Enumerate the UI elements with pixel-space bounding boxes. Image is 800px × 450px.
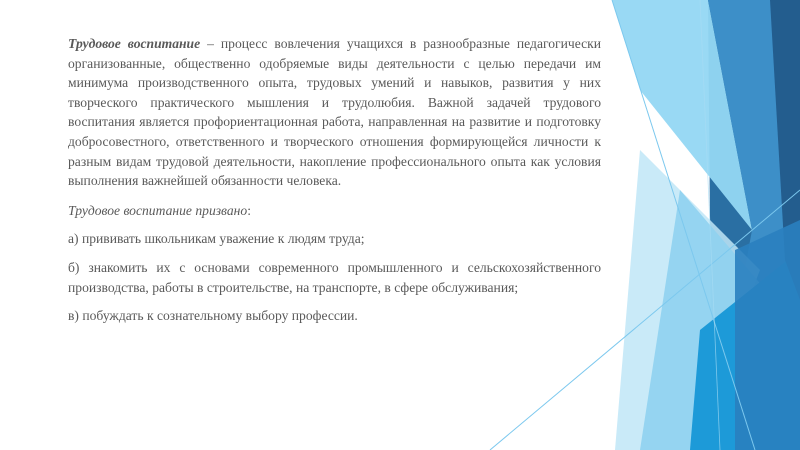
- definition-paragraph: [68, 34, 601, 191]
- list-item: в) побуждать к сознательному выбору профессии.: [68, 308, 358, 324]
- subheading-paragraph: [68, 201, 601, 221]
- subheading-colon: :: [247, 202, 251, 218]
- list-item: б) знакомить их с основами современного промышленного и сельскохозяйственного производства, работы в строительстве, на транспорте, в сфере обслуживания;: [68, 259, 601, 295]
- definition-text: – процесс вовлечения учащихся в разнообразные педагогически организованные, общественно одобряемые виды деятельности с целью передачи им минимума производственного опыта, трудовых умений и навыков, развития у них творческого практического мышления и трудолюбия. Важной задачей трудового воспитания является профориентационная работа, направленная на развитие и подготовку добросовестного, ответственного и творческого отношения формирующейся личности к разным видам трудовой деятельности, накопление профессионального опыта как условия выполнения важнейшей обязанности человека.: [68, 36, 601, 189]
- slide-body: [68, 34, 601, 335]
- deco-mid-lower: [735, 220, 800, 450]
- subheading: Трудовое воспитание призвано: [68, 202, 248, 218]
- term-heading: Трудовое воспитание: [68, 36, 201, 51]
- list-item: а) прививать школьникам уважение к людям труда;: [68, 231, 365, 247]
